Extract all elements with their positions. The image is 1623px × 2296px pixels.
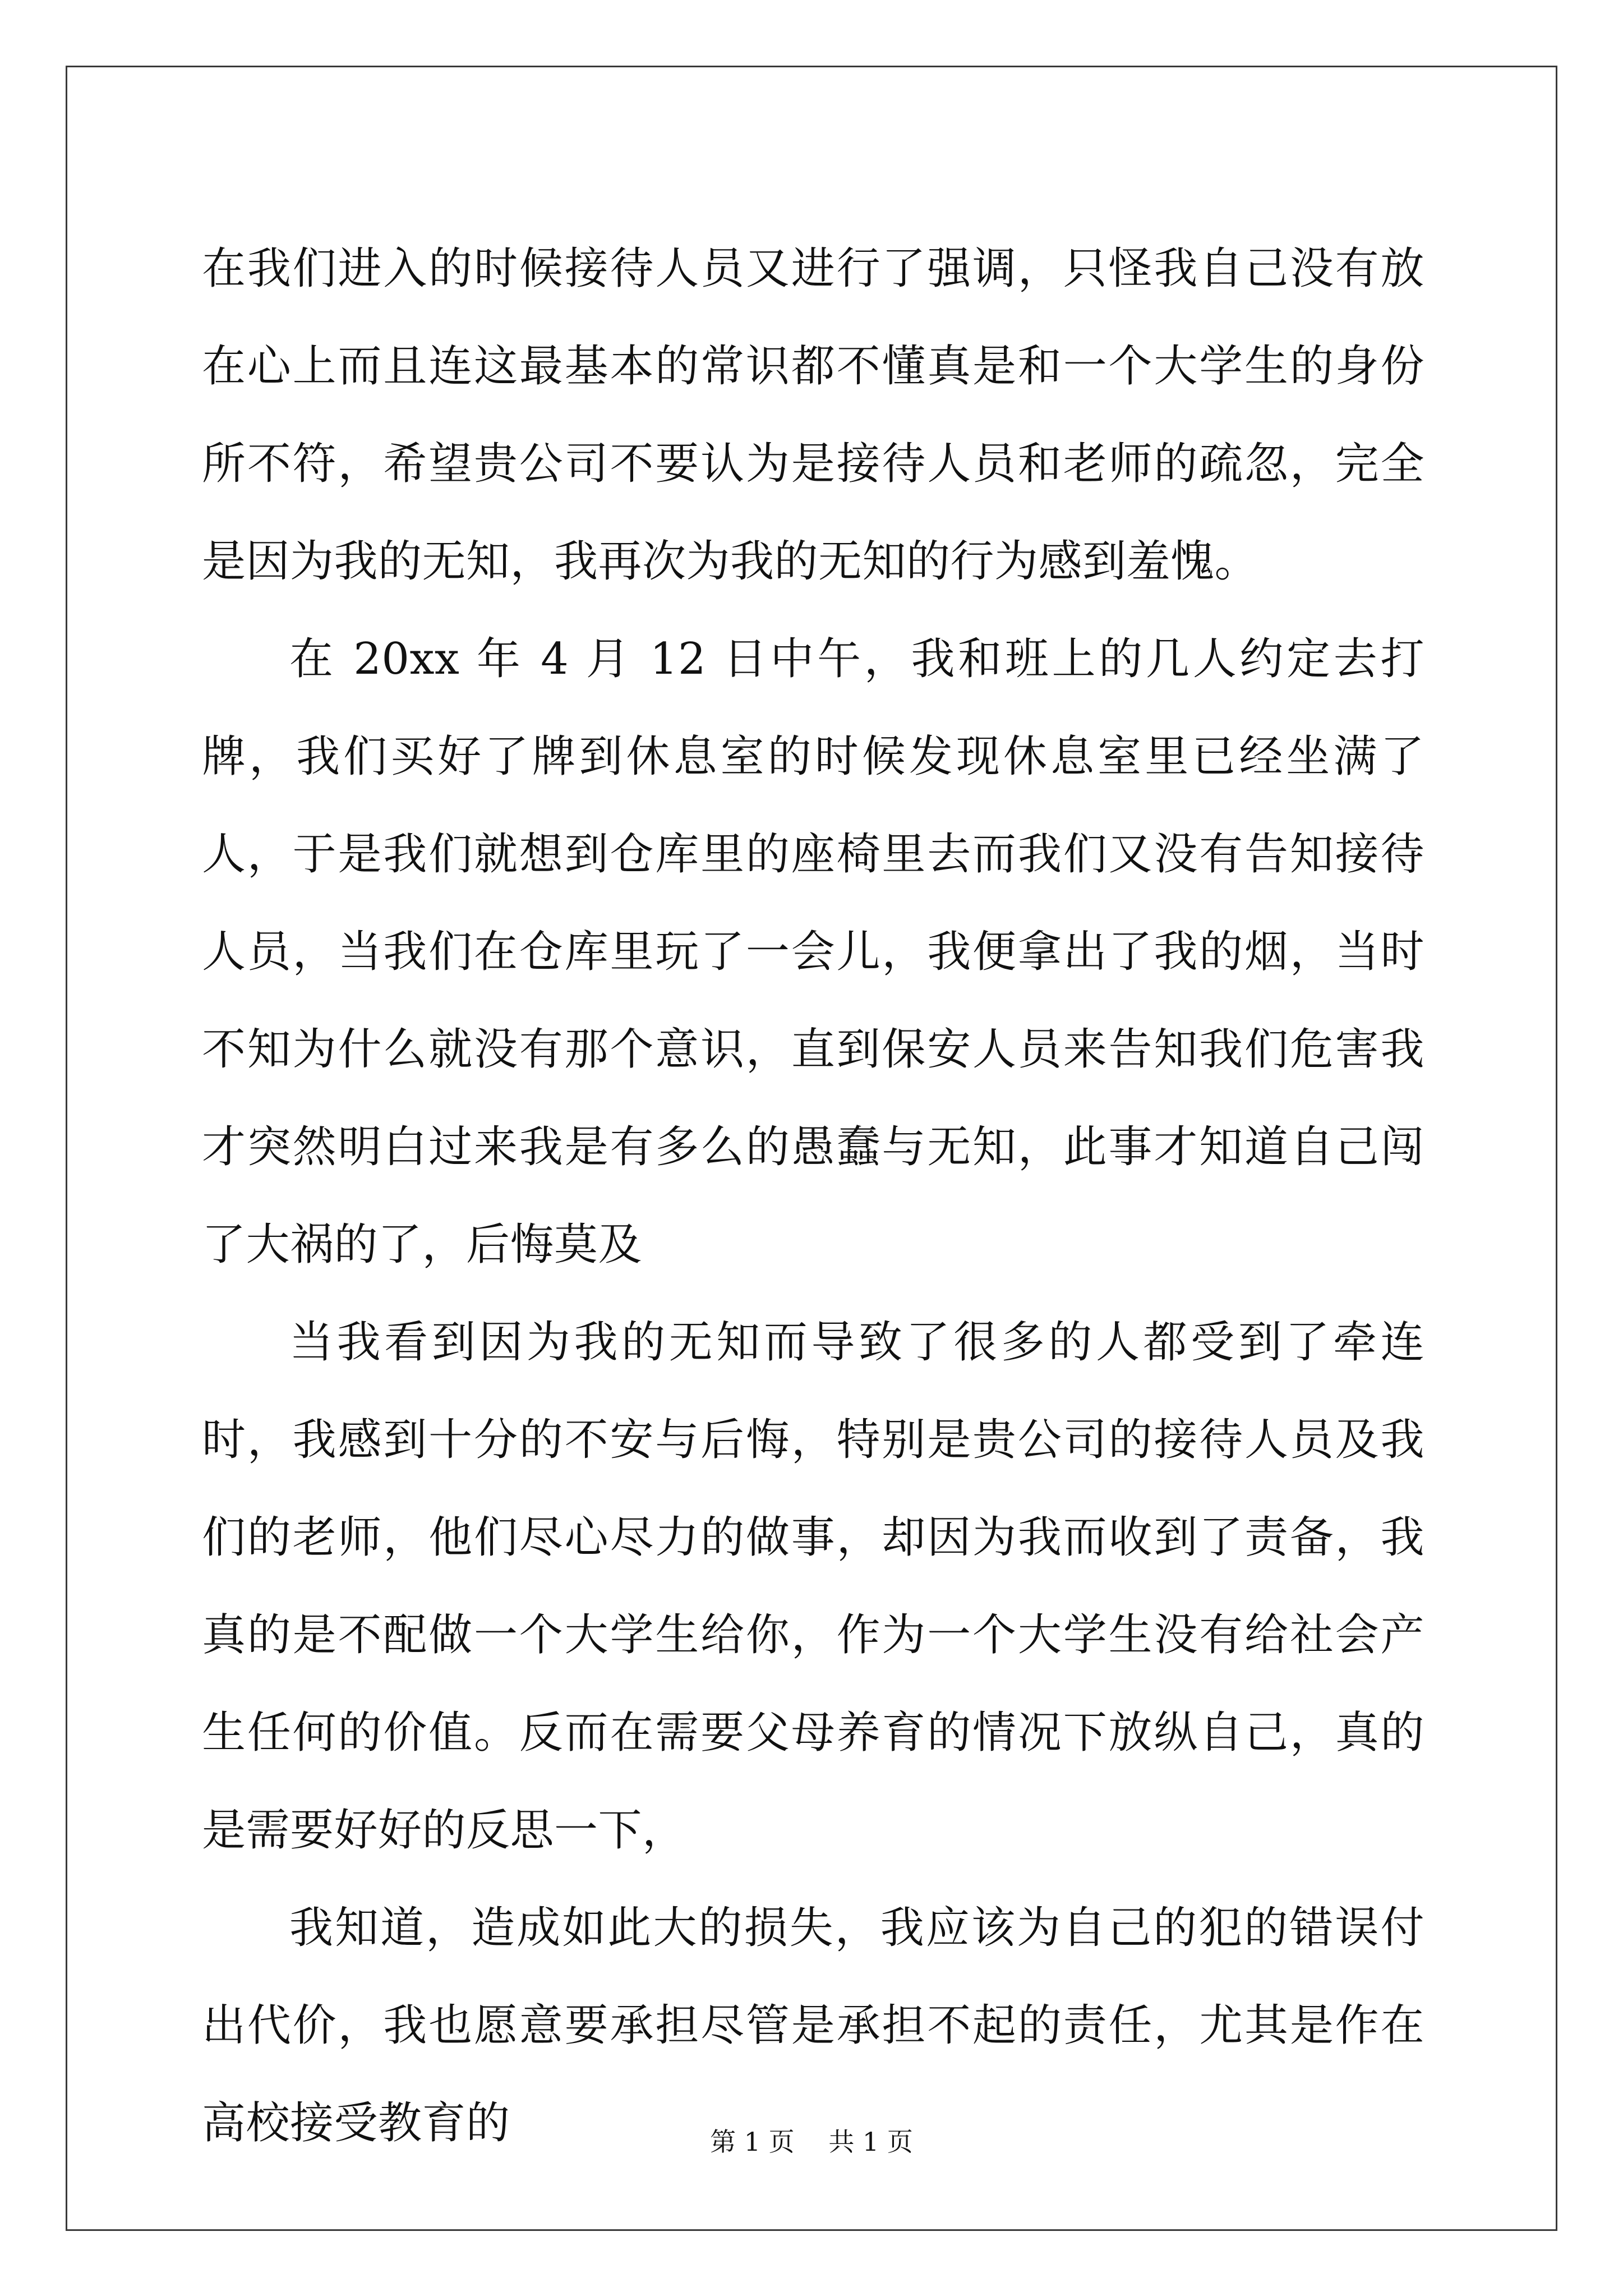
document-body (202, 220, 1424, 2172)
page-total: 共 1 页 (828, 2127, 913, 2157)
page-number: 第 1 页 (710, 2127, 795, 2157)
paragraph-4: 我知道，造成如此大的损失，我应该为自己的犯的错误付出代价，我也愿意要承担尽管是承担不起的责任，尤其是作在高校接受教育的 (202, 1903, 1424, 2148)
paragraph-1: 在我们进入的时候接待人员又进行了强调，只怪我自己没有放在心上而且连这最基本的常识都不懂真是和一个大学生的身份所不符，希望贵公司不要认为是接待人员和老师的疏忽，完全是因为我的无知，我再次为我的无知的行为感到羞愧。 (202, 243, 1424, 587)
page-footer (0, 2122, 1623, 2159)
paragraph-3: 当我看到因为我的无知而导致了很多的人都受到了牵连时，我感到十分的不安与后悔，特别是贵公司的接待人员及我们的老师，他们尽心尽力的做事，却因为我而收到了责备，我真的是不配做一个大学生给你，作为一个大学生没有给社会产生任何的价值。反而在需要父母养育的情况下放纵自己，真的是需要好好的反思一下， (202, 1317, 1424, 1856)
paragraph-2: 在 20xx 年 4 月 12 日中午，我和班上的几人约定去打牌，我们买好了牌到休息室的时候发现休息室里已经坐满了人，于是我们就想到仓库里的座椅里去而我们又没有告知接待人员，当我们在仓库里玩了一会儿，我便拿出了我的烟，当时不知为什么就没有那个意识，直到保安人员来告知我们危害我才突然明白过来我是有多么的愚蠢与无知，此事才知道自己闯了大祸的了，后悔莫及 (202, 634, 1424, 1270)
